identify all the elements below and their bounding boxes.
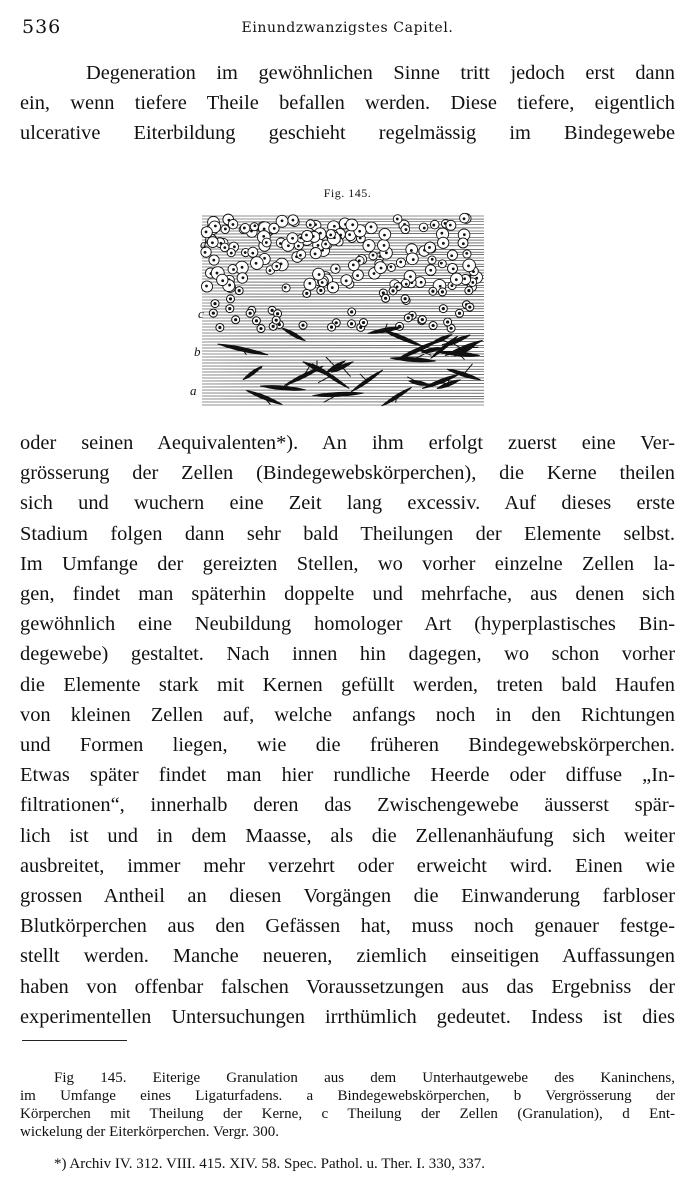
body-line: sich und wuchern eine Zeit lang excessiv. Auf dieses erste — [20, 492, 675, 515]
body-line: von kleinen Zellen auf, welche anfangs noch in den Richtungen — [20, 703, 675, 726]
running-title: Einundzwanzigstes Capitel. — [241, 20, 454, 36]
figure-label-c: c — [198, 306, 204, 321]
body-line: gen, findet man späterhin doppelte und mehrfache, aus denen sich — [20, 583, 675, 605]
figure-caption-line: Fig 145. Eiterige Granulation aus dem Unterhautgewebe des Kaninchens, — [54, 1070, 675, 1086]
body-line: Im Umfange der gereizten Stellen, wo vorher einzelne Zellen la- — [20, 552, 675, 575]
page-number: 536 — [22, 16, 62, 38]
figure-number: Fig. 145. — [323, 186, 372, 200]
figure-label-a: a — [190, 383, 197, 398]
body-line: Blutkörperchen aus den Gefässen hat, muss noch genauer festge- — [20, 915, 675, 938]
body-line: Degeneration im gewöhnlichen Sinne tritt jedoch erst dann — [86, 62, 675, 84]
body-line: und Formen liegen, wie die früheren Bindegewebskörperchen. — [20, 734, 675, 756]
body-line: grösserung der Zellen (Bindegewebskörperchen), die Kerne theilen — [20, 462, 675, 485]
body-line: oder seinen Aequivalenten*). An ihm erfolgt zuerst eine Ver- — [20, 432, 675, 454]
footnote-reference: *) Archiv IV. 312. VIII. 415. XIV. 58. Spec. Pathol. u. Ther. I. 330, 337. — [54, 1156, 485, 1172]
figure-caption-line: wickelung der Eiterkörperchen. Vergr. 300. — [20, 1124, 279, 1140]
body-line: experimentellen Untersuchungen irrthümlich gedeutet. Indess ist dies — [20, 1005, 675, 1028]
body-line: haben von offenbar falschen Voraussetzungen aus das Ergebniss der — [20, 975, 675, 998]
figure-label-b: b — [194, 344, 201, 359]
body-line: die Elemente stark mit Kernen gefüllt werden, treten bald Haufen — [20, 673, 675, 696]
body-line: Stadium folgen dann sehr bald Theilungen der Elemente selbst. — [20, 522, 675, 545]
running-header — [16, 12, 679, 42]
figure-caption-line: im Umfange eines Ligaturfadens. a Bindegewebskörperchen, b Vergrösserung der — [20, 1088, 675, 1104]
body-line: ausbreitet, immer mehr verzehrt oder erweicht wird. Einen wie — [20, 854, 675, 877]
figure-label-d: d — [200, 236, 207, 251]
body-line: filtrationen“, innerhalb deren das Zwischengewebe äusserst spär- — [20, 794, 675, 817]
body-line: grossen Antheil an diesen Vorgängen die Einwanderung farbloser — [20, 885, 675, 907]
body-line: lich ist und in dem Maasse, als die Zellenanhäufung sich weiter — [20, 824, 675, 847]
body-line: gewöhnlich eine Neubildung homologer Art (hyperplastisches Bin- — [20, 613, 675, 636]
figure-caption-line: Körperchen mit Theilung der Kerne, c Theilung der Zellen (Granulation), d Ent- — [20, 1106, 675, 1122]
figure-145-illustration — [192, 212, 492, 412]
body-line: ulcerative Eiterbildung geschieht regelmässig im Bindegewebe — [20, 122, 675, 144]
body-line: ein, wenn tiefere Theile befallen werden. Diese tiefere, eigentlich — [20, 92, 675, 114]
granulation-drawing — [192, 212, 492, 412]
body-line: Etwas später findet man hier rundliche Heerde oder diffuse „In- — [20, 764, 675, 787]
footnote-rule — [22, 1040, 127, 1041]
body-line: degewebe) gestaltet. Nach innen hin dagegen, wo schon vorher — [20, 643, 675, 666]
body-line: stellt werden. Manche neueren, ziemlich einseitigen Auffassungen — [20, 945, 675, 968]
